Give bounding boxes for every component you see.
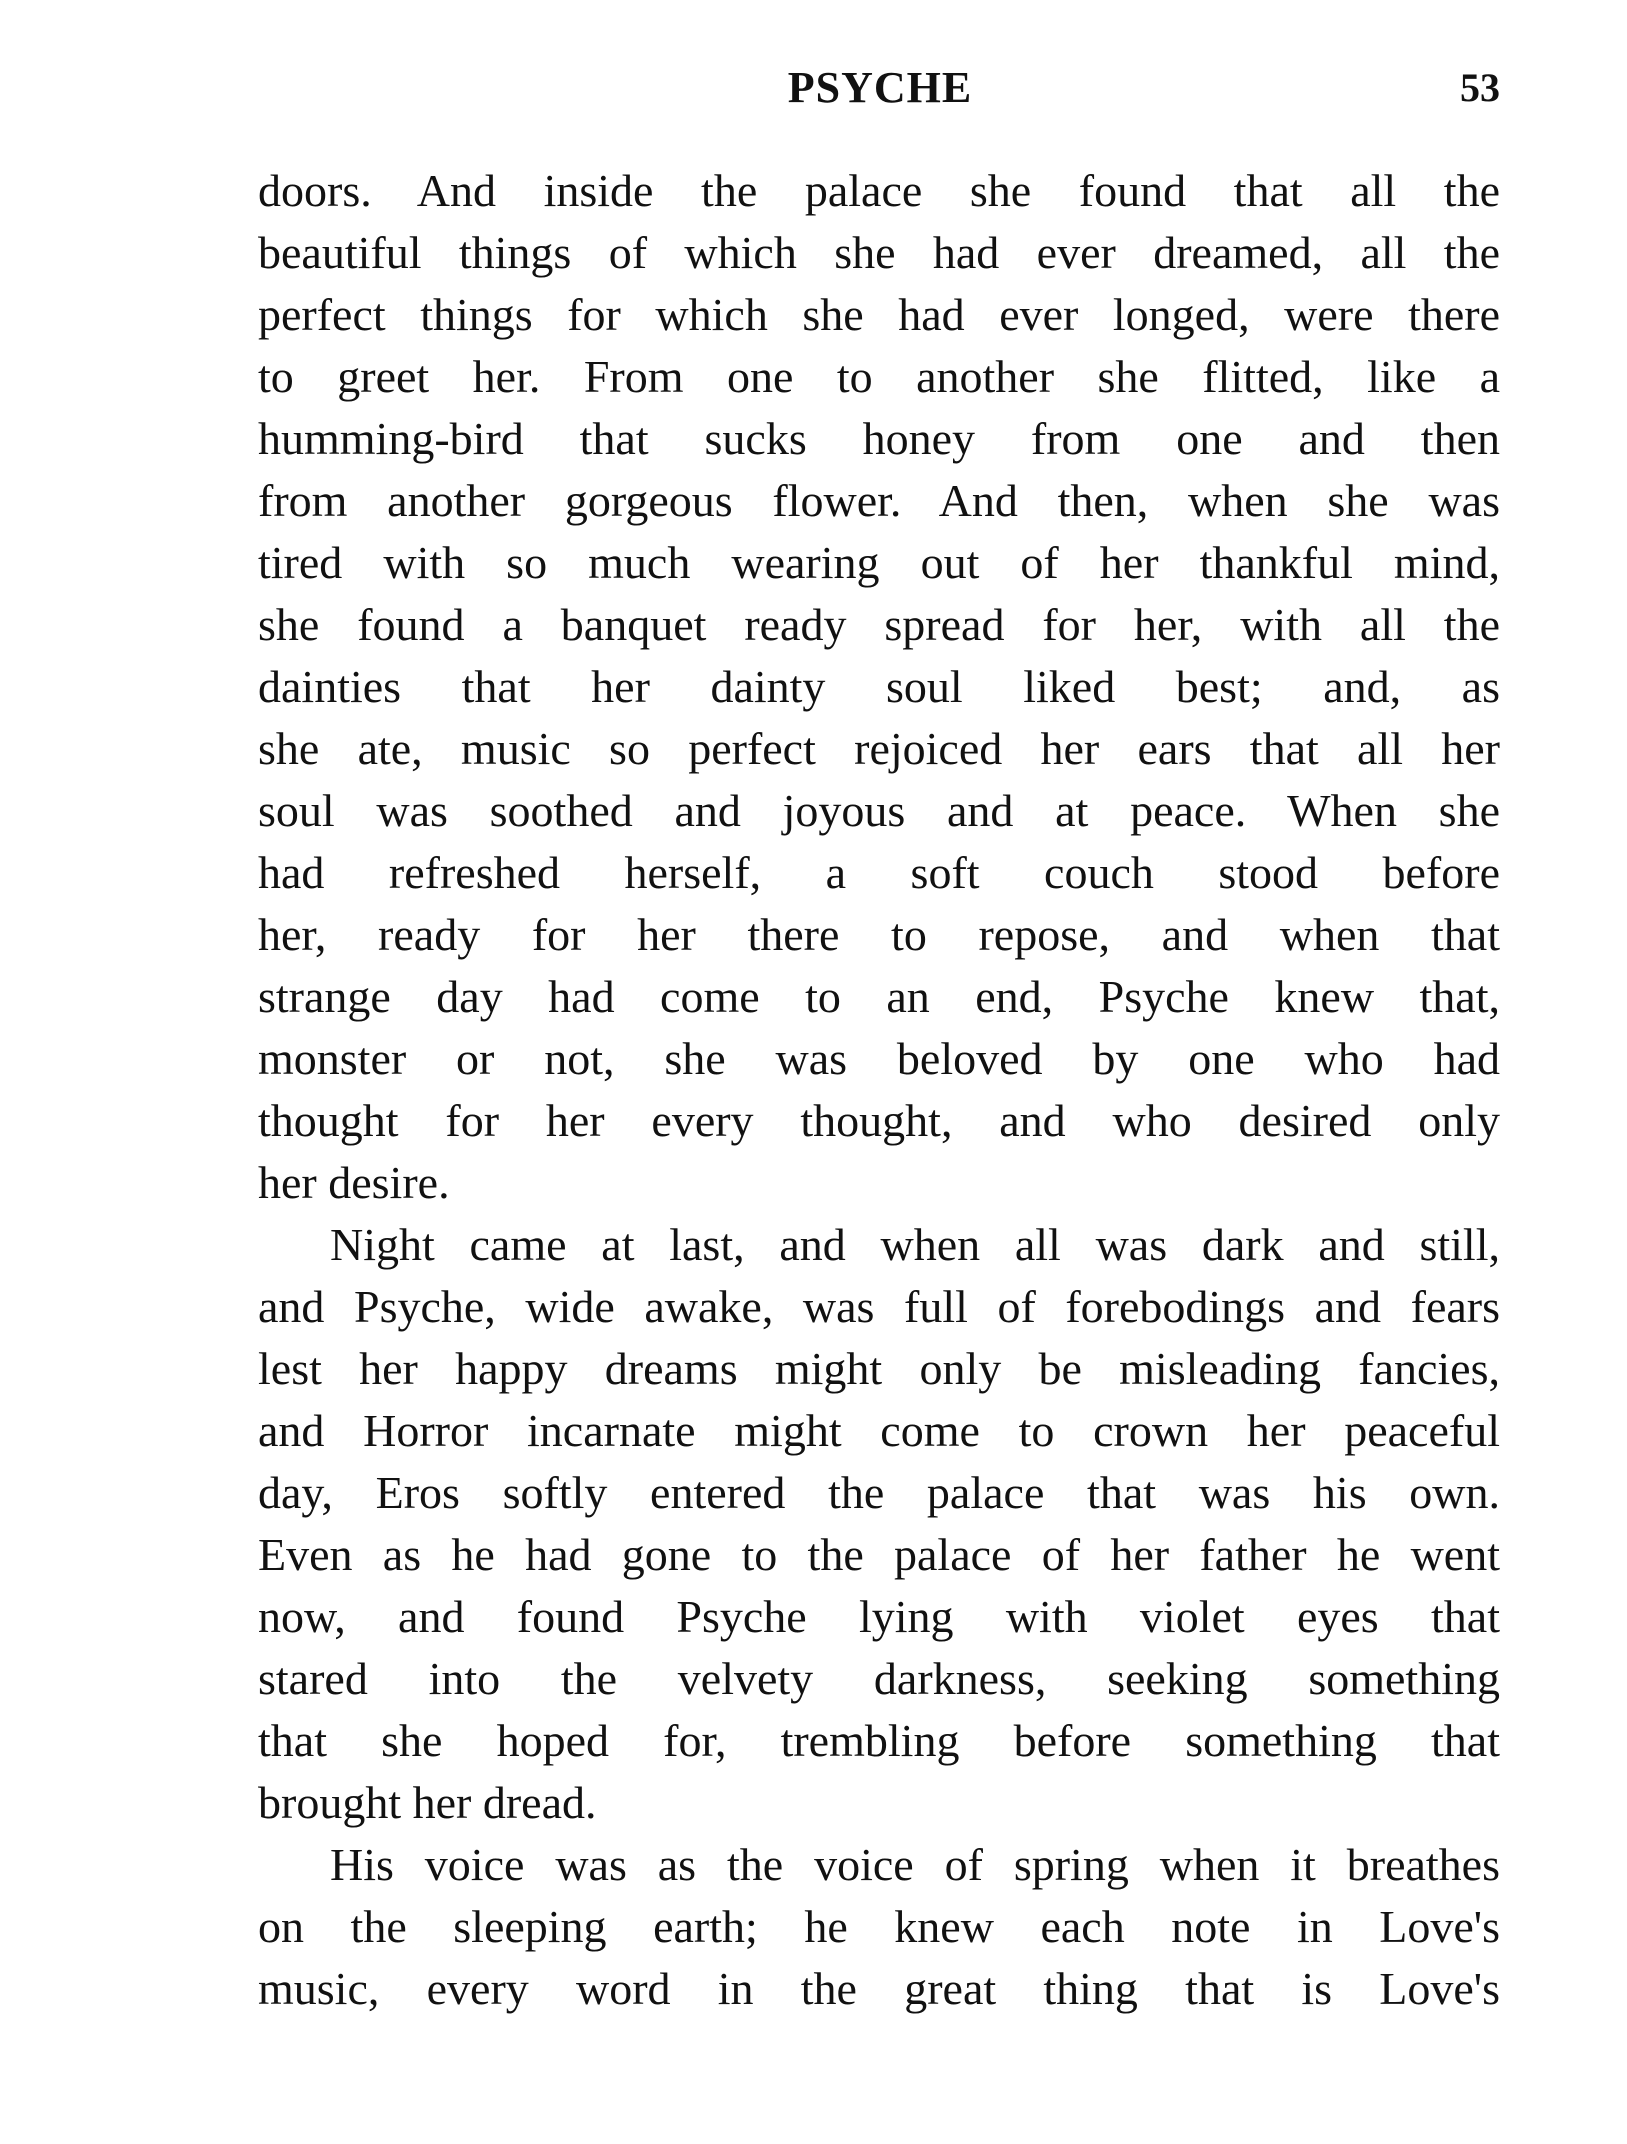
text-line: dainties that her dainty soul liked best; and, as xyxy=(258,661,1500,712)
text-line: His voice was as the voice of spring when it breathes xyxy=(330,1839,1500,1890)
text-line: day, Eros softly entered the palace that was his own. xyxy=(258,1467,1500,1518)
text-line: and Psyche, wide awake, was full of forebodings and fears xyxy=(258,1281,1500,1332)
paragraph-2 xyxy=(258,1214,1500,1834)
text-line: thought for her every thought, and who desired only xyxy=(258,1095,1500,1146)
page-number: 53 xyxy=(1460,65,1500,110)
paragraph-1 xyxy=(258,160,1500,1214)
text-line: soul was soothed and joyous and at peace. When she xyxy=(258,785,1500,836)
text-line: brought her dread. xyxy=(258,1777,597,1828)
text-line: on the sleeping earth; he knew each note in Love's xyxy=(258,1901,1500,1952)
text-line: and Horror incarnate might come to crown her peaceful xyxy=(258,1405,1500,1456)
text-line: she ate, music so perfect rejoiced her ears that all her xyxy=(258,723,1500,774)
text-line: music, every word in the great thing that is Love's xyxy=(258,1963,1500,2014)
text-line: lest her happy dreams might only be misleading fancies, xyxy=(258,1343,1500,1394)
text-line: tired with so much wearing out of her thankful mind, xyxy=(258,537,1500,588)
text-line: had refreshed herself, a soft couch stood before xyxy=(258,847,1500,898)
text-line: humming-bird that sucks honey from one and then xyxy=(258,413,1500,464)
running-title: PSYCHE xyxy=(787,63,973,112)
text-line: her, ready for her there to repose, and when that xyxy=(258,909,1500,960)
text-line: her desire. xyxy=(258,1157,450,1208)
body-text xyxy=(258,160,1500,2020)
text-line: Even as he had gone to the palace of her father he went xyxy=(258,1529,1500,1580)
text-line: strange day had come to an end, Psyche knew that, xyxy=(258,971,1500,1022)
text-line: monster or not, she was beloved by one who had xyxy=(258,1033,1500,1084)
text-line: perfect things for which she had ever longed, were there xyxy=(258,289,1500,340)
text-line: stared into the velvety darkness, seeking something xyxy=(258,1653,1500,1704)
text-line: to greet her. From one to another she flitted, like a xyxy=(258,351,1500,402)
text-line: doors. And inside the palace she found that all the xyxy=(258,165,1500,216)
running-head xyxy=(260,62,1500,132)
text-line: from another gorgeous flower. And then, when she was xyxy=(258,475,1500,526)
text-line: beautiful things of which she had ever dreamed, all the xyxy=(258,227,1500,278)
text-line: she found a banquet ready spread for her, with all the xyxy=(258,599,1500,650)
text-line: that she hoped for, trembling before something that xyxy=(258,1715,1500,1766)
text-line: Night came at last, and when all was dark and still, xyxy=(330,1219,1500,1270)
paragraph-3 xyxy=(258,1834,1500,2020)
text-line: now, and found Psyche lying with violet eyes that xyxy=(258,1591,1500,1642)
